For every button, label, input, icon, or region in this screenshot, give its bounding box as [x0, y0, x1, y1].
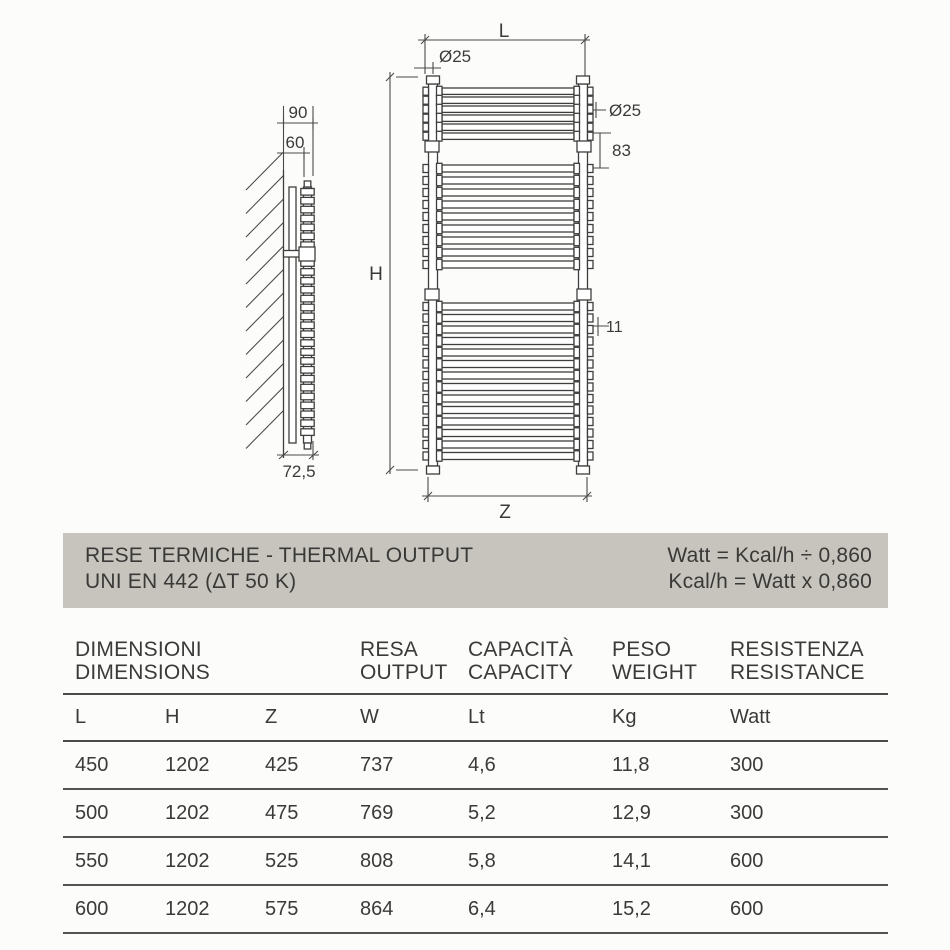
table-cell: 1202 [165, 849, 210, 872]
side-stack-top-cap [304, 181, 311, 187]
side-tube-end [301, 269, 314, 276]
banner-formulas [667, 543, 872, 595]
collector-union [577, 289, 591, 300]
tube-end-cap [574, 163, 580, 173]
side-tube-end [301, 304, 314, 311]
collector-nub [423, 372, 429, 380]
collector-nub [423, 326, 429, 334]
dim-label-tube-size: 11 [606, 319, 623, 336]
tube-end-cap [437, 347, 443, 357]
collector-nub [423, 429, 429, 437]
collector-nub [423, 96, 429, 104]
tube-end-cap [437, 86, 443, 96]
column-header-w: W [360, 706, 379, 728]
radiator-tube [442, 441, 574, 448]
side-tube-end [301, 411, 314, 418]
radiator-tube [442, 165, 574, 172]
left-collector-bottom-cap [427, 466, 440, 474]
collector-nub [423, 123, 429, 131]
dim-label-tube-diameter: Ø25 [609, 101, 642, 120]
table-cell: 12,9 [612, 801, 651, 824]
side-tube-end [301, 286, 314, 293]
hatch-line [246, 364, 284, 402]
group-header-capacity [456, 638, 600, 684]
side-tube-end [301, 233, 314, 240]
hatch-line [246, 411, 284, 449]
radiator-tube [442, 349, 574, 356]
column-header-l: L [75, 706, 87, 728]
radiator-tube [442, 261, 574, 268]
tube-end-cap [437, 359, 443, 369]
table-cell: 15,2 [612, 897, 651, 920]
tube-end-cap [574, 223, 580, 233]
group-header-it: DIMENSIONI [75, 638, 202, 661]
table-row [63, 742, 888, 790]
radiator-tube [442, 453, 574, 460]
radiator-tube [442, 315, 574, 322]
group-header-it: RESA [360, 638, 418, 661]
tube-end-cap [574, 122, 580, 132]
banner-title-line2: UNI EN 442 (ΔT 50 K) [85, 570, 297, 593]
table-cell: 425 [265, 753, 299, 776]
side-tube-end [301, 420, 314, 427]
tube-end-cap [574, 451, 580, 461]
collector-nub [588, 261, 594, 269]
collector-union [425, 289, 439, 300]
collector-nub [588, 96, 594, 104]
tube-end-cap [437, 199, 443, 209]
tube-end-cap [437, 95, 443, 105]
group-header-en: DIMENSIONS [75, 661, 211, 684]
group-header-weight [600, 638, 718, 684]
radiator-tube [442, 418, 574, 425]
side-tube-end [301, 197, 314, 204]
table-cell: 600 [75, 897, 109, 920]
collector-nub [588, 314, 594, 322]
collector-nub [588, 249, 594, 257]
dim-label-l: L [498, 21, 510, 42]
tube-end-cap [437, 382, 443, 392]
radiator-tube [442, 201, 574, 208]
tube-end-cap [437, 370, 443, 380]
collector-nub [588, 189, 594, 197]
radiator-tube [442, 115, 574, 121]
radiator-tube [442, 372, 574, 379]
collector-nub [588, 337, 594, 345]
table-group-header-row [63, 632, 888, 695]
column-header-lt: Lt [468, 706, 485, 728]
tube-end-cap [574, 324, 580, 334]
group-header-en: CAPACITY [468, 661, 574, 684]
collector-nub [588, 349, 594, 357]
radiator-tube [442, 213, 574, 220]
side-tube-end [301, 429, 314, 436]
tube-end-cap [574, 416, 580, 426]
tube-end-cap [574, 439, 580, 449]
table-cell: 575 [265, 897, 299, 920]
tube-end-cap [574, 187, 580, 197]
collector-union [425, 141, 439, 152]
side-tube-end [301, 340, 314, 347]
group-header-it: PESO [612, 638, 672, 661]
tube-end-cap [574, 382, 580, 392]
table-row [63, 790, 888, 838]
dim-label-group-gap: 83 [612, 141, 631, 160]
tube-end-cap [574, 113, 580, 123]
collector-nub [588, 114, 594, 122]
collector-nub [588, 372, 594, 380]
side-tube-end [301, 189, 314, 196]
hatch-line [246, 387, 284, 425]
side-tube-end [301, 215, 314, 222]
table-cell: 5,8 [468, 849, 496, 872]
collector-nub [588, 105, 594, 113]
radiator-tube [442, 430, 574, 437]
tube-end-cap [437, 122, 443, 132]
side-tube-end [301, 313, 314, 320]
group-header-output [348, 638, 456, 684]
tube-end-cap [437, 336, 443, 346]
tube-end-cap [437, 428, 443, 438]
side-tube-end [301, 393, 314, 400]
radiator-tube [442, 237, 574, 244]
column-header-z: Z [265, 706, 278, 728]
dim-label-wall-distance: 60 [285, 133, 305, 152]
side-tube-end [301, 349, 314, 356]
tube-end-cap [574, 428, 580, 438]
table-cell: 808 [360, 849, 394, 872]
table-cell: 300 [730, 753, 764, 776]
tube-end-cap [574, 301, 580, 311]
table-cell: 450 [75, 753, 109, 776]
table-cell: 600 [730, 897, 764, 920]
collector-nub [423, 132, 429, 140]
side-tube-end [301, 224, 314, 231]
column-header-kg: Kg [612, 706, 637, 728]
tube-end-cap [574, 347, 580, 357]
collector-nub [423, 225, 429, 233]
side-tube-end [301, 278, 314, 285]
tube-end-cap [437, 175, 443, 185]
radiator-tube [442, 189, 574, 196]
tube-end-cap [437, 393, 443, 403]
collector-nub [588, 165, 594, 173]
tube-end-cap [574, 247, 580, 257]
collector-nub [423, 249, 429, 257]
table-row [63, 886, 888, 934]
table-cell: 769 [360, 801, 394, 824]
spec-table [63, 632, 888, 934]
dim-label-wall-distance-total: 90 [288, 103, 308, 122]
radiator-tube [442, 338, 574, 345]
group-header-en: OUTPUT [360, 661, 448, 684]
hatch-line [246, 176, 284, 214]
table-cell: 864 [360, 897, 394, 920]
hatch-line [246, 293, 284, 331]
tube-end-cap [437, 187, 443, 197]
tube-end-cap [574, 86, 580, 96]
radiator-tube [442, 384, 574, 391]
collector-nub [423, 395, 429, 403]
collector-nub [588, 237, 594, 245]
tube-end-cap [574, 359, 580, 369]
collector-nub [423, 165, 429, 173]
side-collector-tube [289, 187, 296, 443]
tube-end-cap [437, 405, 443, 415]
table-cell: 737 [360, 753, 394, 776]
thermal-output-banner [63, 533, 888, 608]
collector-nub [588, 418, 594, 426]
dim-label-z: Z [499, 502, 511, 523]
wall-hatching [246, 152, 284, 449]
tube-end-cap [574, 370, 580, 380]
table-column-header-row [63, 695, 888, 742]
tube-end-cap [437, 113, 443, 123]
collector-nub [588, 326, 594, 334]
tube-end-cap [574, 313, 580, 323]
hatch-line [246, 223, 284, 261]
radiator-tube [442, 225, 574, 232]
collector-nub [588, 429, 594, 437]
table-cell: 475 [265, 801, 299, 824]
side-tube-end [301, 358, 314, 365]
table-cell: 11,8 [612, 753, 650, 776]
collector-nub [423, 114, 429, 122]
hatch-line [246, 270, 284, 308]
dim-label-h: H [369, 264, 383, 285]
radiator-tube [442, 133, 574, 139]
hatch-line [246, 340, 284, 378]
tube-end-cap [437, 313, 443, 323]
radiator-tube [442, 395, 574, 402]
collector-nub [423, 87, 429, 95]
collector-nub [423, 177, 429, 185]
collector-nub [423, 105, 429, 113]
radiator-tube [442, 249, 574, 256]
table-cell: 1202 [165, 753, 210, 776]
side-tube-end [301, 367, 314, 374]
group-header-it: CAPACITÀ [468, 638, 574, 661]
tube-end-cap [574, 336, 580, 346]
collector-nub [588, 132, 594, 140]
collector-nub [588, 452, 594, 460]
column-header-h: H [165, 706, 180, 728]
table-body [63, 742, 888, 934]
tube-end-cap [437, 416, 443, 426]
radiator-tube [442, 303, 574, 310]
tube-end-cap [574, 175, 580, 185]
hatch-line [246, 199, 284, 237]
table-cell: 5,2 [468, 801, 496, 824]
collector-nub [423, 201, 429, 209]
tube-end-cap [437, 247, 443, 257]
radiator-tube [442, 361, 574, 368]
tube-end-cap [437, 163, 443, 173]
radiator-tube [442, 97, 574, 103]
table-row [63, 838, 888, 886]
right-collector-bottom-cap [577, 466, 590, 474]
tube-end-cap [437, 301, 443, 311]
hatch-line [246, 317, 284, 355]
dim-label-collector-diameter: Ø25 [439, 47, 472, 66]
tube-end-cap [574, 405, 580, 415]
tube-end-cap [574, 393, 580, 403]
tube-end-cap [574, 211, 580, 221]
left-collector-top-cap [427, 76, 440, 84]
collector-nub [423, 261, 429, 269]
group-header-dimensions [63, 638, 348, 684]
tube-end-cap [437, 223, 443, 233]
radiator-tube [442, 124, 574, 130]
tube-end-cap [437, 131, 443, 141]
side-tube-end [301, 384, 314, 391]
radiator-tube [442, 106, 574, 112]
table-cell: 1202 [165, 801, 210, 824]
banner-titles [85, 543, 473, 595]
collector-nub [423, 406, 429, 414]
tube-end-cap [437, 324, 443, 334]
tube-end-cap [437, 451, 443, 461]
collector-nub [588, 225, 594, 233]
collector-nub [423, 452, 429, 460]
collector-nub [588, 395, 594, 403]
collector-nub [588, 383, 594, 391]
dim-label-axis-distance: 72,5 [282, 462, 316, 481]
collector-nub [423, 189, 429, 197]
side-tube-end [301, 331, 314, 338]
table-cell: 1202 [165, 897, 210, 920]
collector-nub [423, 303, 429, 311]
tube-end-cap [574, 95, 580, 105]
radiator-tubes [423, 86, 593, 461]
group-header-resistance [718, 638, 888, 684]
table-cell: 14,1 [612, 849, 651, 872]
table-cell: 600 [730, 849, 764, 872]
side-tube-end [301, 375, 314, 382]
collector-nub [423, 349, 429, 357]
tube-end-cap [437, 211, 443, 221]
formula-kcal-to-watt: Kcal/h = Watt x 0,860 [668, 570, 872, 593]
collector-nub [588, 360, 594, 368]
column-header-watt: Watt [730, 706, 771, 728]
collector-nub [423, 418, 429, 426]
collector-nub [423, 383, 429, 391]
radiator-tube [442, 88, 574, 94]
side-tube-end [301, 322, 314, 329]
banner-title-line1: RESE TERMICHE - THERMAL OUTPUT [85, 544, 474, 567]
collector-nub [423, 314, 429, 322]
collector-nub [588, 213, 594, 221]
side-stack-bottom-cap [304, 443, 311, 449]
hatch-line [246, 246, 284, 284]
collector-nub [423, 441, 429, 449]
side-tube-end [301, 206, 314, 213]
collector-nub [588, 123, 594, 131]
group-header-en: RESISTANCE [730, 661, 865, 684]
collector-nub [588, 303, 594, 311]
side-tube-end [301, 295, 314, 302]
table-cell: 4,6 [468, 753, 496, 776]
side-tube-end [301, 402, 314, 409]
collector-union [577, 141, 591, 152]
tube-end-cap [574, 235, 580, 245]
table-cell: 550 [75, 849, 109, 872]
tube-end-cap [574, 259, 580, 269]
collector-nub [423, 337, 429, 345]
tube-end-cap [437, 104, 443, 114]
collector-nub [423, 237, 429, 245]
hatch-line [246, 152, 284, 190]
collector-nub [423, 213, 429, 221]
group-header-it: RESISTENZA [730, 638, 864, 661]
radiator-tube [442, 407, 574, 414]
right-collector-top-cap [577, 76, 590, 84]
tube-end-cap [437, 439, 443, 449]
group-header-en: WEIGHT [612, 661, 698, 684]
tube-end-cap [437, 235, 443, 245]
wall-bracket-arm [284, 251, 301, 258]
formula-watt-to-kcal: Watt = Kcal/h ÷ 0,860 [667, 544, 872, 567]
collector-nub [588, 201, 594, 209]
collector-nub [588, 441, 594, 449]
collector-nub [588, 87, 594, 95]
collector-nub [423, 360, 429, 368]
tube-end-cap [437, 259, 443, 269]
table-cell: 525 [265, 849, 299, 872]
table-cell: 500 [75, 801, 109, 824]
tube-end-cap [574, 199, 580, 209]
tube-end-cap [574, 104, 580, 114]
tube-end-cap [574, 131, 580, 141]
collector-nub [588, 177, 594, 185]
wall-bracket-clamp [299, 247, 315, 261]
radiator-tube [442, 326, 574, 333]
collector-nub [588, 406, 594, 414]
radiator-tube [442, 177, 574, 184]
table-cell: 300 [730, 801, 764, 824]
table-cell: 6,4 [468, 897, 496, 920]
